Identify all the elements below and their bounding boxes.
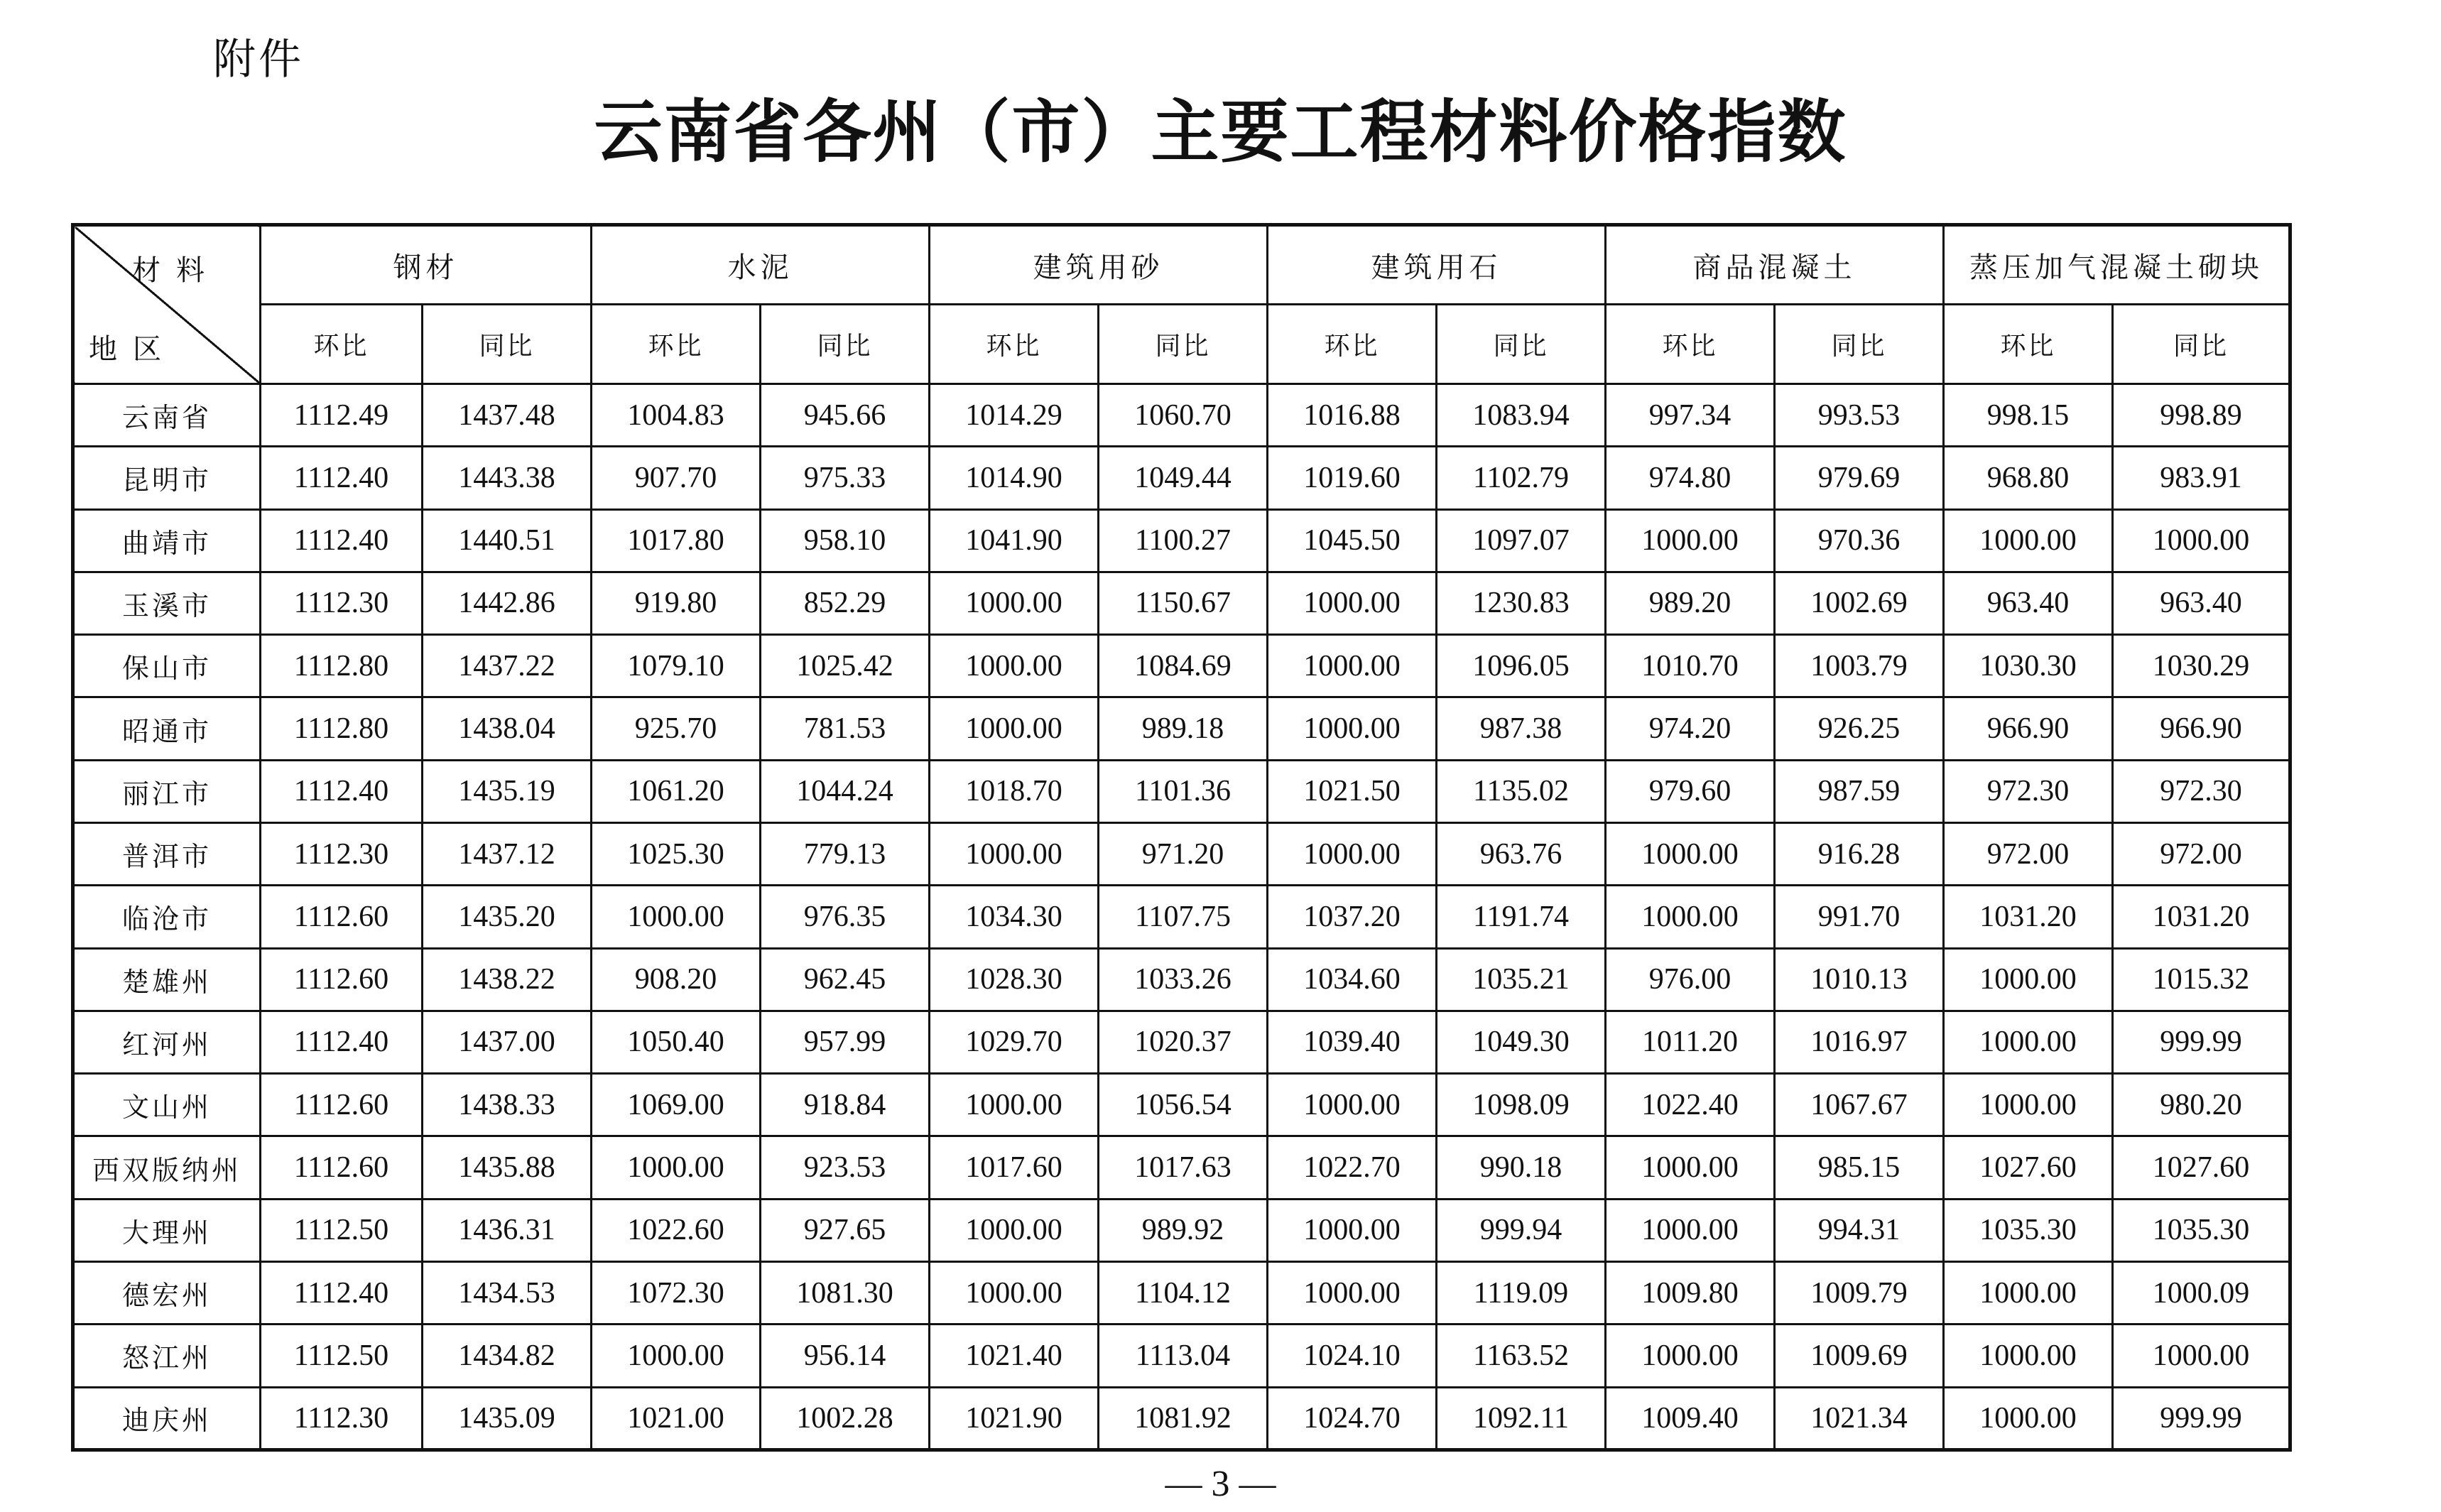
page-number: — 3 —	[1165, 1464, 1276, 1504]
sub-header-yoy: 同比	[1099, 305, 1268, 384]
mom-value-cell: 1000.00	[592, 886, 761, 948]
yoy-value-cell: 1437.48	[423, 384, 592, 447]
yoy-value-cell: 1102.79	[1437, 447, 1606, 509]
yoy-value-cell: 1442.86	[423, 572, 592, 634]
mom-value-cell: 1000.00	[1268, 822, 1437, 885]
yoy-value-cell: 972.00	[2113, 822, 2290, 885]
mom-value-cell: 1021.00	[592, 1387, 761, 1450]
mom-value-cell: 1022.70	[1268, 1136, 1437, 1199]
yoy-value-cell: 927.65	[761, 1199, 930, 1261]
sub-header-mom: 环比	[261, 305, 423, 384]
table-row	[73, 948, 2290, 1011]
mom-value-cell: 1030.30	[1944, 635, 2113, 697]
yoy-value-cell: 990.18	[1437, 1136, 1606, 1199]
sub-header-yoy: 同比	[423, 305, 592, 384]
yoy-value-cell: 1083.94	[1437, 384, 1606, 447]
yoy-value-cell: 956.14	[761, 1325, 930, 1387]
price-index-table	[71, 223, 2292, 1452]
material-header-concrete: 商品混凝土	[1606, 225, 1944, 305]
mom-value-cell: 1112.49	[261, 384, 423, 447]
yoy-value-cell: 1150.67	[1099, 572, 1268, 634]
mom-value-cell: 1024.10	[1268, 1325, 1437, 1387]
mom-value-cell: 1027.60	[1944, 1136, 2113, 1199]
mom-value-cell: 1000.00	[1606, 822, 1775, 885]
yoy-value-cell: 1438.22	[423, 948, 592, 1011]
yoy-value-cell: 1092.11	[1437, 1387, 1606, 1450]
mom-value-cell: 1022.40	[1606, 1074, 1775, 1136]
mom-value-cell: 1000.00	[1268, 697, 1437, 760]
sub-header-mom: 环比	[1606, 305, 1775, 384]
mom-value-cell: 907.70	[592, 447, 761, 509]
yoy-value-cell: 1044.24	[761, 760, 930, 822]
mom-value-cell: 1000.00	[1268, 572, 1437, 634]
yoy-value-cell: 976.35	[761, 886, 930, 948]
sub-header-yoy: 同比	[1437, 305, 1606, 384]
mom-value-cell: 1112.30	[261, 572, 423, 634]
mom-value-cell: 1000.00	[930, 822, 1099, 885]
yoy-value-cell: 1081.30	[761, 1261, 930, 1324]
region-cell: 文山州	[73, 1074, 261, 1136]
sub-header-yoy: 同比	[2113, 305, 2290, 384]
yoy-value-cell: 963.76	[1437, 822, 1606, 885]
yoy-value-cell: 1435.20	[423, 886, 592, 948]
table-row	[73, 1387, 2290, 1450]
mom-value-cell: 1021.90	[930, 1387, 1099, 1450]
mom-value-cell: 1000.00	[1268, 1199, 1437, 1261]
region-cell: 红河州	[73, 1011, 261, 1073]
mom-value-cell: 1112.40	[261, 509, 423, 572]
yoy-value-cell: 985.15	[1775, 1136, 1944, 1199]
mom-value-cell: 1000.00	[930, 697, 1099, 760]
yoy-value-cell: 999.99	[2113, 1011, 2290, 1073]
yoy-value-cell: 1230.83	[1437, 572, 1606, 634]
mom-value-cell: 1000.00	[930, 1074, 1099, 1136]
yoy-value-cell: 966.90	[2113, 697, 2290, 760]
mom-value-cell: 1000.00	[1268, 1074, 1437, 1136]
yoy-value-cell: 1443.38	[423, 447, 592, 509]
table-row	[73, 822, 2290, 885]
yoy-value-cell: 1119.09	[1437, 1261, 1606, 1324]
region-cell: 昆明市	[73, 447, 261, 509]
mom-value-cell: 1041.90	[930, 509, 1099, 572]
corner-region-label: 地区	[89, 333, 177, 366]
mom-value-cell: 1021.50	[1268, 760, 1437, 822]
yoy-value-cell: 1015.32	[2113, 948, 2290, 1011]
yoy-value-cell: 1010.13	[1775, 948, 1944, 1011]
yoy-value-cell: 962.45	[761, 948, 930, 1011]
yoy-value-cell: 1434.53	[423, 1261, 592, 1324]
sub-header-mom: 环比	[930, 305, 1099, 384]
yoy-value-cell: 945.66	[761, 384, 930, 447]
mom-value-cell: 1112.40	[261, 447, 423, 509]
mom-value-cell: 1000.00	[930, 1261, 1099, 1324]
yoy-value-cell: 989.92	[1099, 1199, 1268, 1261]
mom-value-cell: 989.20	[1606, 572, 1775, 634]
mom-value-cell: 1000.00	[1268, 635, 1437, 697]
region-cell: 普洱市	[73, 822, 261, 885]
yoy-value-cell: 1030.29	[2113, 635, 2290, 697]
yoy-value-cell: 1035.30	[2113, 1199, 2290, 1261]
mom-value-cell: 1019.60	[1268, 447, 1437, 509]
yoy-value-cell: 1003.79	[1775, 635, 1944, 697]
yoy-value-cell: 916.28	[1775, 822, 1944, 885]
table-row	[73, 1074, 2290, 1136]
mom-value-cell: 1037.20	[1268, 886, 1437, 948]
yoy-value-cell: 1096.05	[1437, 635, 1606, 697]
region-cell: 曲靖市	[73, 509, 261, 572]
mom-value-cell: 1009.40	[1606, 1387, 1775, 1450]
region-cell: 云南省	[73, 384, 261, 447]
yoy-value-cell: 991.70	[1775, 886, 1944, 948]
region-cell: 玉溪市	[73, 572, 261, 634]
yoy-value-cell: 1033.26	[1099, 948, 1268, 1011]
yoy-value-cell: 1097.07	[1437, 509, 1606, 572]
mom-value-cell: 919.80	[592, 572, 761, 634]
mom-value-cell: 1112.60	[261, 1074, 423, 1136]
yoy-value-cell: 1000.09	[2113, 1261, 2290, 1324]
sub-header-yoy: 同比	[761, 305, 930, 384]
yoy-value-cell: 980.20	[2113, 1074, 2290, 1136]
yoy-value-cell: 1436.31	[423, 1199, 592, 1261]
yoy-value-cell: 998.89	[2113, 384, 2290, 447]
yoy-value-cell: 975.33	[761, 447, 930, 509]
mom-value-cell: 1021.40	[930, 1325, 1099, 1387]
yoy-value-cell: 1135.02	[1437, 760, 1606, 822]
yoy-value-cell: 1191.74	[1437, 886, 1606, 948]
yoy-value-cell: 1009.69	[1775, 1325, 1944, 1387]
sub-header-mom: 环比	[1944, 305, 2113, 384]
mom-value-cell: 1017.80	[592, 509, 761, 572]
corner-material-label: 材料	[132, 254, 220, 287]
yoy-value-cell: 987.38	[1437, 697, 1606, 760]
table-body	[73, 384, 2290, 1450]
mom-value-cell: 1079.10	[592, 635, 761, 697]
yoy-value-cell: 993.53	[1775, 384, 1944, 447]
mom-value-cell: 972.30	[1944, 760, 2113, 822]
yoy-value-cell: 972.30	[2113, 760, 2290, 822]
mom-value-cell: 1112.40	[261, 1261, 423, 1324]
mom-value-cell: 979.60	[1606, 760, 1775, 822]
mom-value-cell: 1000.00	[930, 572, 1099, 634]
table-row	[73, 1261, 2290, 1324]
mom-value-cell: 1000.00	[1944, 509, 2113, 572]
sub-header-row	[73, 305, 2290, 384]
mom-value-cell: 1024.70	[1268, 1387, 1437, 1450]
mom-value-cell: 963.40	[1944, 572, 2113, 634]
mom-value-cell: 1034.60	[1268, 948, 1437, 1011]
document-title: 云南省各州（市）主要工程材料价格指数	[594, 92, 1847, 172]
material-header-cement: 水泥	[592, 225, 930, 305]
yoy-value-cell: 1163.52	[1437, 1325, 1606, 1387]
mom-value-cell: 1010.70	[1606, 635, 1775, 697]
mom-value-cell: 1112.80	[261, 697, 423, 760]
yoy-value-cell: 1438.04	[423, 697, 592, 760]
mom-value-cell: 1069.00	[592, 1074, 761, 1136]
yoy-value-cell: 1100.27	[1099, 509, 1268, 572]
mom-value-cell: 1000.00	[592, 1325, 761, 1387]
yoy-value-cell: 1437.22	[423, 635, 592, 697]
yoy-value-cell: 1437.12	[423, 822, 592, 885]
corner-header	[73, 225, 261, 384]
mom-value-cell: 1009.80	[1606, 1261, 1775, 1324]
mom-value-cell: 972.00	[1944, 822, 2113, 885]
table-row	[73, 1199, 2290, 1261]
table-row	[73, 572, 2290, 634]
table-row	[73, 384, 2290, 447]
mom-value-cell: 1000.00	[1944, 1325, 2113, 1387]
mom-value-cell: 1022.60	[592, 1199, 761, 1261]
table-row	[73, 697, 2290, 760]
mom-value-cell: 1004.83	[592, 384, 761, 447]
yoy-value-cell: 1101.36	[1099, 760, 1268, 822]
yoy-value-cell: 958.10	[761, 509, 930, 572]
mom-value-cell: 1112.40	[261, 760, 423, 822]
yoy-value-cell: 779.13	[761, 822, 930, 885]
yoy-value-cell: 1009.79	[1775, 1261, 1944, 1324]
region-cell: 西双版纳州	[73, 1136, 261, 1199]
yoy-value-cell: 1437.00	[423, 1011, 592, 1073]
region-cell: 丽江市	[73, 760, 261, 822]
mom-value-cell: 1000.00	[1606, 1136, 1775, 1199]
mom-value-cell: 1045.50	[1268, 509, 1437, 572]
yoy-value-cell: 1435.19	[423, 760, 592, 822]
yoy-value-cell: 918.84	[761, 1074, 930, 1136]
yoy-value-cell: 999.99	[2113, 1387, 2290, 1450]
mom-value-cell: 1000.00	[1944, 1011, 2113, 1073]
yoy-value-cell: 1049.30	[1437, 1011, 1606, 1073]
yoy-value-cell: 983.91	[2113, 447, 2290, 509]
mom-value-cell: 1011.20	[1606, 1011, 1775, 1073]
mom-value-cell: 1000.00	[1606, 509, 1775, 572]
material-header-aac-block: 蒸压加气混凝土砌块	[1944, 225, 2290, 305]
yoy-value-cell: 781.53	[761, 697, 930, 760]
sub-header-yoy: 同比	[1775, 305, 1944, 384]
region-cell: 楚雄州	[73, 948, 261, 1011]
mom-value-cell: 1112.60	[261, 886, 423, 948]
table-row	[73, 447, 2290, 509]
mom-value-cell: 974.20	[1606, 697, 1775, 760]
material-header-sand: 建筑用砂	[930, 225, 1268, 305]
mom-value-cell: 1014.90	[930, 447, 1099, 509]
yoy-value-cell: 1113.04	[1099, 1325, 1268, 1387]
yoy-value-cell: 979.69	[1775, 447, 1944, 509]
yoy-value-cell: 1016.97	[1775, 1011, 1944, 1073]
mom-value-cell: 1061.20	[592, 760, 761, 822]
yoy-value-cell: 1081.92	[1099, 1387, 1268, 1450]
mom-value-cell: 1028.30	[930, 948, 1099, 1011]
yoy-value-cell: 970.36	[1775, 509, 1944, 572]
table-row	[73, 635, 2290, 697]
mom-value-cell: 968.80	[1944, 447, 2113, 509]
mom-value-cell: 974.80	[1606, 447, 1775, 509]
region-cell: 德宏州	[73, 1261, 261, 1324]
mom-value-cell: 925.70	[592, 697, 761, 760]
yoy-value-cell: 1000.00	[2113, 1325, 2290, 1387]
yoy-value-cell: 1438.33	[423, 1074, 592, 1136]
yoy-value-cell: 923.53	[761, 1136, 930, 1199]
mom-value-cell: 1000.00	[1944, 1387, 2113, 1450]
mom-value-cell: 1017.60	[930, 1136, 1099, 1199]
mom-value-cell: 1000.00	[1268, 1261, 1437, 1324]
yoy-value-cell: 1025.42	[761, 635, 930, 697]
mom-value-cell: 1112.80	[261, 635, 423, 697]
material-header-stone: 建筑用石	[1268, 225, 1606, 305]
sub-header-mom: 环比	[592, 305, 761, 384]
yoy-value-cell: 1056.54	[1099, 1074, 1268, 1136]
mom-value-cell: 1031.20	[1944, 886, 2113, 948]
region-cell: 昭通市	[73, 697, 261, 760]
mom-value-cell: 1112.30	[261, 1387, 423, 1450]
yoy-value-cell: 987.59	[1775, 760, 1944, 822]
material-header-row	[73, 225, 2290, 305]
sub-header-mom: 环比	[1268, 305, 1437, 384]
yoy-value-cell: 852.29	[761, 572, 930, 634]
yoy-value-cell: 1434.82	[423, 1325, 592, 1387]
yoy-value-cell: 994.31	[1775, 1199, 1944, 1261]
yoy-value-cell: 1020.37	[1099, 1011, 1268, 1073]
region-cell: 保山市	[73, 635, 261, 697]
yoy-value-cell: 963.40	[2113, 572, 2290, 634]
region-cell: 迪庆州	[73, 1387, 261, 1450]
yoy-value-cell: 999.94	[1437, 1199, 1606, 1261]
table-row	[73, 760, 2290, 822]
region-cell: 怒江州	[73, 1325, 261, 1387]
yoy-value-cell: 1440.51	[423, 509, 592, 572]
table-row	[73, 1136, 2290, 1199]
yoy-value-cell: 1002.28	[761, 1387, 930, 1450]
region-cell: 临沧市	[73, 886, 261, 948]
yoy-value-cell: 1435.09	[423, 1387, 592, 1450]
mom-value-cell: 1000.00	[1606, 1325, 1775, 1387]
mom-value-cell: 1000.00	[1944, 1261, 2113, 1324]
yoy-value-cell: 1021.34	[1775, 1387, 1944, 1450]
yoy-value-cell: 1098.09	[1437, 1074, 1606, 1136]
yoy-value-cell: 926.25	[1775, 697, 1944, 760]
yoy-value-cell: 1035.21	[1437, 948, 1606, 1011]
table-row	[73, 509, 2290, 572]
yoy-value-cell: 1031.20	[2113, 886, 2290, 948]
mom-value-cell: 1039.40	[1268, 1011, 1437, 1073]
material-header-steel: 钢材	[261, 225, 592, 305]
table-row	[73, 1011, 2290, 1073]
yoy-value-cell: 1000.00	[2113, 509, 2290, 572]
yoy-value-cell: 1084.69	[1099, 635, 1268, 697]
yoy-value-cell: 957.99	[761, 1011, 930, 1073]
region-cell: 大理州	[73, 1199, 261, 1261]
yoy-value-cell: 989.18	[1099, 697, 1268, 760]
mom-value-cell: 1000.00	[592, 1136, 761, 1199]
attachment-label: 附件	[213, 35, 304, 85]
mom-value-cell: 1112.40	[261, 1011, 423, 1073]
mom-value-cell: 1000.00	[1944, 1074, 2113, 1136]
mom-value-cell: 1000.00	[930, 635, 1099, 697]
yoy-value-cell: 1017.63	[1099, 1136, 1268, 1199]
mom-value-cell: 966.90	[1944, 697, 2113, 760]
yoy-value-cell: 1107.75	[1099, 886, 1268, 948]
mom-value-cell: 1112.60	[261, 1136, 423, 1199]
mom-value-cell: 1034.30	[930, 886, 1099, 948]
table-row	[73, 1325, 2290, 1387]
mom-value-cell: 1112.60	[261, 948, 423, 1011]
mom-value-cell: 1000.00	[1606, 1199, 1775, 1261]
mom-value-cell: 1016.88	[1268, 384, 1437, 447]
mom-value-cell: 1029.70	[930, 1011, 1099, 1073]
mom-value-cell: 976.00	[1606, 948, 1775, 1011]
mom-value-cell: 1018.70	[930, 760, 1099, 822]
yoy-value-cell: 1435.88	[423, 1136, 592, 1199]
yoy-value-cell: 971.20	[1099, 822, 1268, 885]
mom-value-cell: 1000.00	[1944, 948, 2113, 1011]
mom-value-cell: 1112.30	[261, 822, 423, 885]
mom-value-cell: 1000.00	[1606, 886, 1775, 948]
mom-value-cell: 1035.30	[1944, 1199, 2113, 1261]
yoy-value-cell: 1002.69	[1775, 572, 1944, 634]
mom-value-cell: 998.15	[1944, 384, 2113, 447]
mom-value-cell: 908.20	[592, 948, 761, 1011]
yoy-value-cell: 1049.44	[1099, 447, 1268, 509]
mom-value-cell: 1050.40	[592, 1011, 761, 1073]
mom-value-cell: 1025.30	[592, 822, 761, 885]
yoy-value-cell: 1027.60	[2113, 1136, 2290, 1199]
mom-value-cell: 1014.29	[930, 384, 1099, 447]
yoy-value-cell: 1060.70	[1099, 384, 1268, 447]
yoy-value-cell: 1067.67	[1775, 1074, 1944, 1136]
mom-value-cell: 1072.30	[592, 1261, 761, 1324]
yoy-value-cell: 1104.12	[1099, 1261, 1268, 1324]
mom-value-cell: 997.34	[1606, 384, 1775, 447]
table-row	[73, 886, 2290, 948]
mom-value-cell: 1112.50	[261, 1199, 423, 1261]
mom-value-cell: 1112.50	[261, 1325, 423, 1387]
mom-value-cell: 1000.00	[930, 1199, 1099, 1261]
